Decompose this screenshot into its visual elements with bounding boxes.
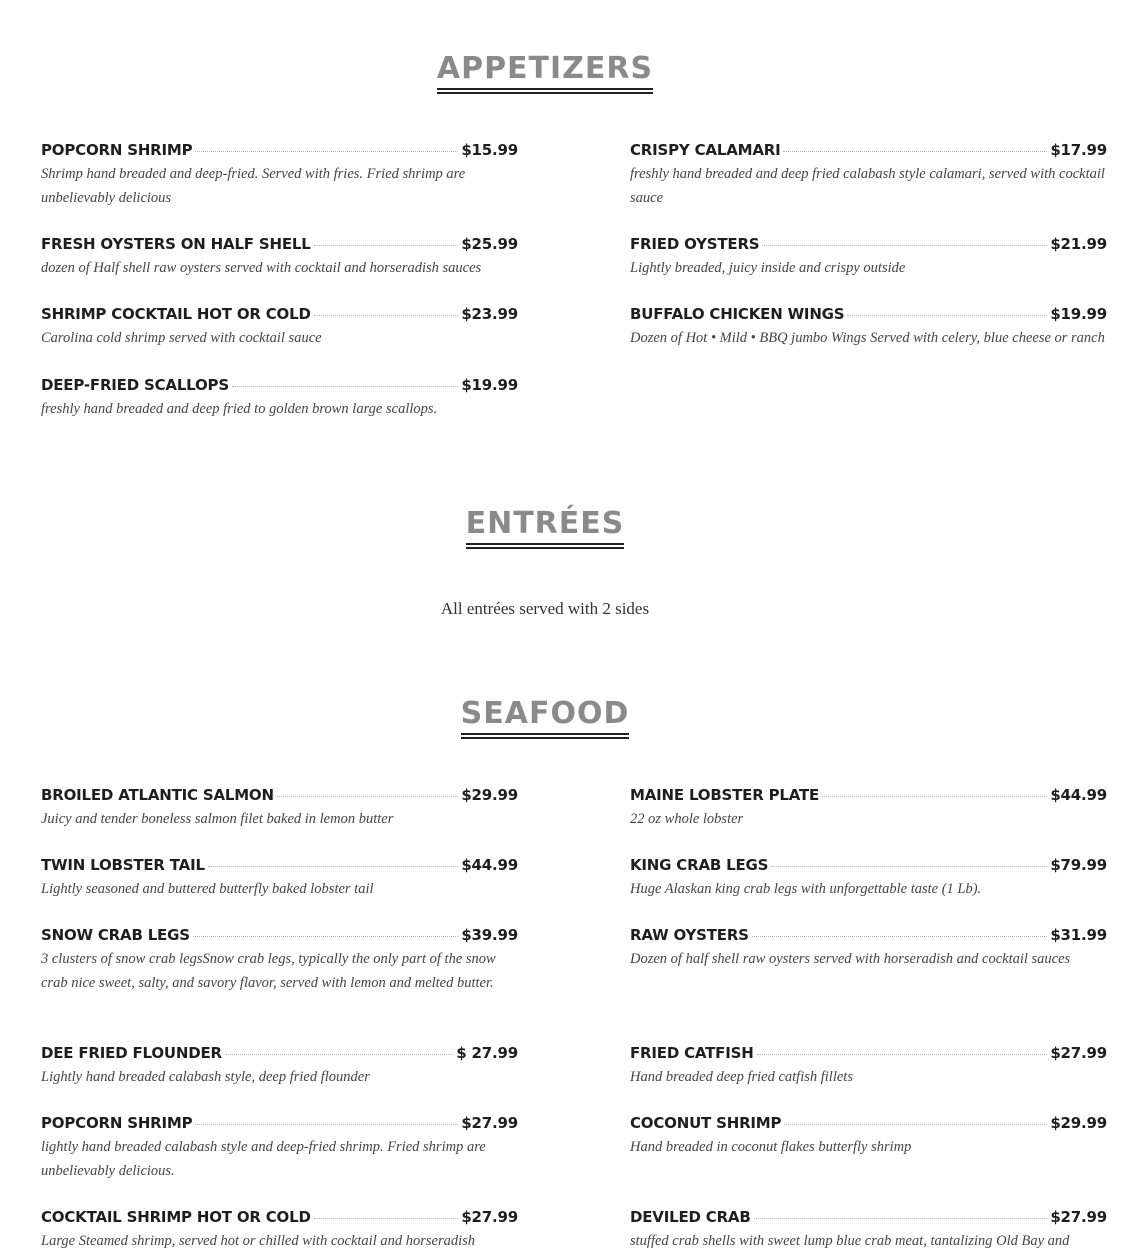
leader-dots xyxy=(847,315,1047,316)
leader-dots xyxy=(784,1124,1047,1125)
item-price: $79.99 xyxy=(1050,856,1107,874)
leader-dots xyxy=(195,151,458,152)
entrees-title: ENTRÉES xyxy=(466,507,625,549)
item-description: 22 oz whole lobster xyxy=(630,811,744,827)
menu-item-raw-oysters xyxy=(630,926,1107,972)
item-description: dozen of Half shell raw oysters served with cocktail and horseradish sauces xyxy=(41,260,482,276)
leader-dots xyxy=(314,245,459,246)
item-name: COCONUT SHRIMP xyxy=(630,1114,782,1132)
item-description: freshly hand breaded and deep fried to golden brown large scallops. xyxy=(41,401,438,417)
item-description: lightly hand breaded calabash style and deep-fried shrimp. Fried shrimp are unbelievably delicious. xyxy=(41,1139,486,1179)
menu-item-king-crab-legs xyxy=(630,856,1107,902)
menu-item-maine-lobster xyxy=(630,786,1107,832)
item-price: $23.99 xyxy=(461,305,518,323)
seafood-title: SEAFOOD xyxy=(461,697,630,739)
leader-dots xyxy=(225,1054,453,1055)
item-description: stuffed crab shells with sweet lump blue crab meat, tantalizing Old Bay and xyxy=(630,1233,1070,1249)
leader-dots xyxy=(195,1124,458,1125)
menu-item-crispy-calamari xyxy=(630,141,1107,210)
item-name: SNOW CRAB LEGS xyxy=(41,926,190,944)
item-description: Lightly seasoned and buttered butterfly baked lobster tail xyxy=(41,881,374,897)
item-description: Carolina cold shrimp served with cocktail sauce xyxy=(41,330,322,346)
item-description: Lightly hand breaded calabash style, deep fried flounder xyxy=(41,1069,370,1085)
menu-item-deviled-crab xyxy=(630,1208,1107,1254)
menu-item-deep-fried-scallops xyxy=(41,376,518,422)
item-description: Large Steamed shrimp, served hot or chilled with cocktail and horseradish xyxy=(41,1233,476,1249)
menu-item-fried-oysters xyxy=(630,235,1107,281)
item-description: Dozen of half shell raw oysters served with horseradish and cocktail sauces xyxy=(630,951,1071,967)
leader-dots xyxy=(314,315,459,316)
menu-item-cocktail-shrimp xyxy=(41,1208,518,1254)
appetizers-title: APPETIZERS xyxy=(437,52,653,94)
item-price: $19.99 xyxy=(461,376,518,394)
menu-item-popcorn-shrimp-seafood xyxy=(41,1114,518,1183)
item-name: COCKTAIL SHRIMP HOT OR COLD xyxy=(41,1208,311,1226)
item-name: FRESH OYSTERS ON HALF SHELL xyxy=(41,235,311,253)
leader-dots xyxy=(754,1218,1048,1219)
item-name: SHRIMP COCKTAIL HOT OR COLD xyxy=(41,305,311,323)
item-name: FRIED CATFISH xyxy=(630,1044,754,1062)
leader-dots xyxy=(752,936,1048,937)
item-price: $44.99 xyxy=(461,856,518,874)
item-price: $19.99 xyxy=(1050,305,1107,323)
menu-item-twin-lobster-tail xyxy=(41,856,518,902)
item-description: freshly hand breaded and deep fried calabash style calamari, served with cocktail sauce xyxy=(630,166,1105,206)
leader-dots xyxy=(232,386,458,387)
leader-dots xyxy=(822,796,1047,797)
item-name: CRISPY CALAMARI xyxy=(630,141,781,159)
item-price: $21.99 xyxy=(1050,235,1107,253)
leader-dots xyxy=(208,866,459,867)
item-name: BUFFALO CHICKEN WINGS xyxy=(630,305,845,323)
item-description: Hand breaded in coconut flakes butterfly shrimp xyxy=(630,1139,912,1155)
entrees-note: All entrées served with 2 sides xyxy=(440,599,650,618)
item-name: MAINE LOBSTER PLATE xyxy=(630,786,820,804)
item-price: $27.99 xyxy=(1050,1044,1107,1062)
item-description: 3 clusters of snow crab legsSnow crab legs, typically the only part of the snow crab nice sweet, salty, and savory flavor, served with lemon and melted butter. xyxy=(41,951,496,991)
item-price: $27.99 xyxy=(1050,1208,1107,1226)
menu-item-fried-flounder xyxy=(41,1044,518,1090)
leader-dots xyxy=(757,1054,1048,1055)
item-price: $15.99 xyxy=(461,141,518,159)
item-description: Huge Alaskan king crab legs with unforgettable taste (1 Lb). xyxy=(630,881,982,897)
leader-dots xyxy=(193,936,458,937)
item-name: BROILED ATLANTIC SALMON xyxy=(41,786,274,804)
item-name: FRIED OYSTERS xyxy=(630,235,760,253)
item-name: POPCORN SHRIMP xyxy=(41,141,193,159)
item-description: Dozen of Hot • Mild • BBQ jumbo Wings Served with celery, blue cheese or ranch xyxy=(630,330,1105,346)
menu-item-broiled-salmon xyxy=(41,786,518,832)
item-name: KING CRAB LEGS xyxy=(630,856,769,874)
item-description: Lightly breaded, juicy inside and crispy outside xyxy=(630,260,906,276)
item-price: $31.99 xyxy=(1050,926,1107,944)
item-description: Hand breaded deep fried catfish fillets xyxy=(630,1069,853,1085)
item-price: $29.99 xyxy=(1050,1114,1107,1132)
item-price: $39.99 xyxy=(461,926,518,944)
item-name: DEE FRIED FLOUNDER xyxy=(41,1044,222,1062)
seafood-heading xyxy=(0,697,1090,739)
item-name: DEVILED CRAB xyxy=(630,1208,751,1226)
item-description: Shrimp hand breaded and deep-fried. Served with fries. Fried shrimp are unbelievably delicious xyxy=(41,166,466,206)
menu-item-coconut-shrimp xyxy=(630,1114,1107,1160)
leader-dots xyxy=(762,245,1047,246)
entrees-heading xyxy=(0,507,1090,549)
menu-item-popcorn-shrimp-app xyxy=(41,141,518,210)
menu-item-snow-crab-legs xyxy=(41,926,518,995)
leader-dots xyxy=(771,866,1047,867)
menu-item-fresh-oysters xyxy=(41,235,518,281)
item-name: POPCORN SHRIMP xyxy=(41,1114,193,1132)
menu-item-buffalo-wings xyxy=(630,305,1107,351)
item-price: $25.99 xyxy=(461,235,518,253)
item-description: Juicy and tender boneless salmon filet baked in lemon butter xyxy=(41,811,394,827)
menu-item-fried-catfish xyxy=(630,1044,1107,1090)
item-name: DEEP-FRIED SCALLOPS xyxy=(41,376,229,394)
leader-dots xyxy=(783,151,1047,152)
item-name: RAW OYSTERS xyxy=(630,926,749,944)
appetizers-heading xyxy=(0,52,1090,94)
leader-dots xyxy=(314,1218,459,1219)
item-price: $44.99 xyxy=(1050,786,1107,804)
leader-dots xyxy=(277,796,458,797)
item-price: $ 27.99 xyxy=(456,1044,518,1062)
item-name: TWIN LOBSTER TAIL xyxy=(41,856,205,874)
menu-item-shrimp-cocktail xyxy=(41,305,518,351)
item-price: $17.99 xyxy=(1050,141,1107,159)
item-price: $29.99 xyxy=(461,786,518,804)
item-price: $27.99 xyxy=(461,1208,518,1226)
item-price: $27.99 xyxy=(461,1114,518,1132)
